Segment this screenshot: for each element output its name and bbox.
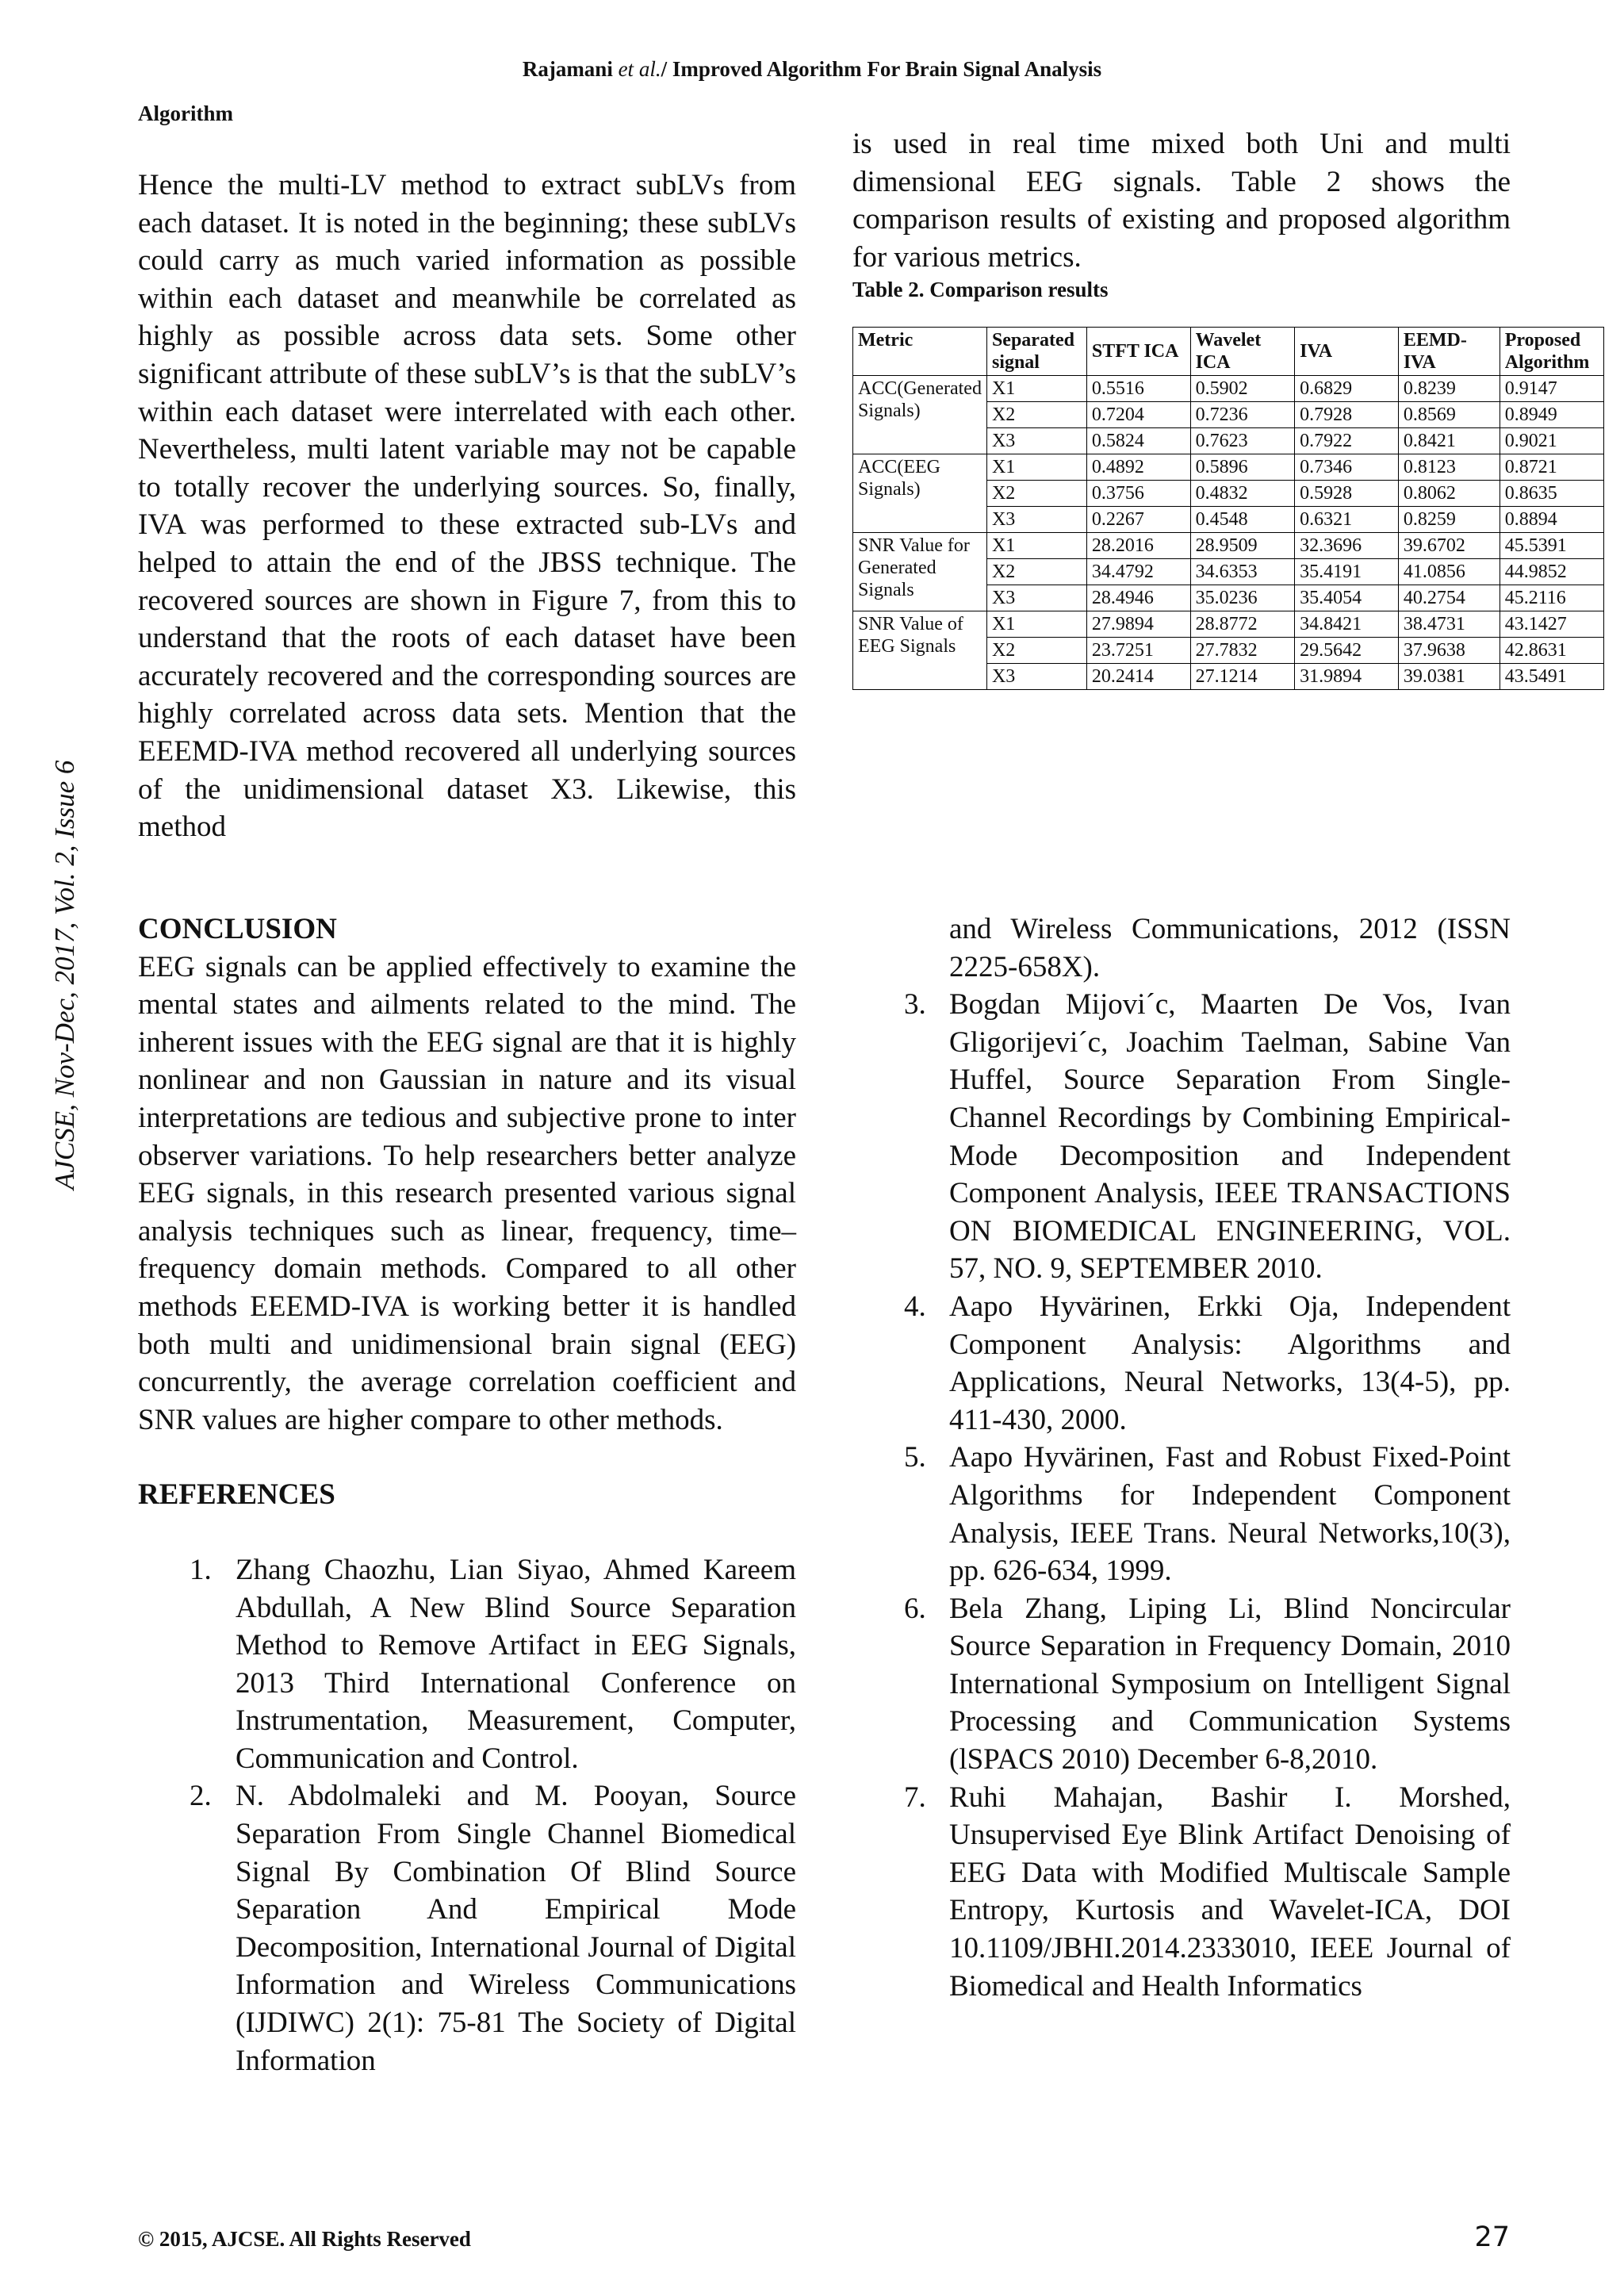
- value-cell: 35.0236: [1190, 585, 1295, 611]
- value-cell: 0.8239: [1398, 376, 1500, 402]
- signal-cell: X1: [986, 376, 1086, 402]
- left-column-top: [138, 167, 796, 846]
- value-cell: 38.4731: [1398, 611, 1500, 638]
- right-column-references: [852, 910, 1511, 2005]
- value-cell: 0.8894: [1500, 507, 1603, 533]
- value-cell: 0.8259: [1398, 507, 1500, 533]
- value-cell: 0.4892: [1086, 454, 1190, 481]
- value-cell: 0.6321: [1295, 507, 1399, 533]
- metric-cell: SNR Value for Generated Signals: [853, 533, 987, 611]
- value-cell: 41.0856: [1398, 559, 1500, 585]
- reference-item: 6. Bela Zhang, Liping Li, Blind Noncircular Source Separation in Frequency Domain, 2010 International Symposium on Intelligent Signal Processing and Communication Systems (lSPACS 2010) December 6-8,2010.: [904, 1592, 1511, 1777]
- value-cell: 0.8635: [1500, 481, 1603, 507]
- value-cell: 0.8721: [1500, 454, 1603, 481]
- value-cell: 0.7928: [1295, 402, 1399, 428]
- value-cell: 0.7922: [1295, 428, 1399, 454]
- table-header-row: [853, 328, 1604, 376]
- references-heading: REFERENCES: [138, 1478, 335, 1512]
- value-cell: 20.2414: [1086, 664, 1190, 690]
- value-cell: 0.7346: [1295, 454, 1399, 481]
- value-cell: 0.8949: [1500, 402, 1603, 428]
- page-number: 27: [1474, 2221, 1510, 2253]
- value-cell: 0.8569: [1398, 402, 1500, 428]
- value-cell: 43.5491: [1500, 664, 1603, 690]
- value-cell: 0.7623: [1190, 428, 1295, 454]
- table-header-cell: EEMD-IVA: [1398, 328, 1500, 376]
- value-cell: 0.9147: [1500, 376, 1603, 402]
- table-row: [853, 533, 1604, 559]
- value-cell: 39.0381: [1398, 664, 1500, 690]
- metric-cell: SNR Value of EEG Signals: [853, 611, 987, 690]
- signal-cell: X1: [986, 611, 1086, 638]
- value-cell: 32.3696: [1295, 533, 1399, 559]
- value-cell: 0.9021: [1500, 428, 1603, 454]
- table-header-cell: Proposed Algorithm: [1500, 328, 1603, 376]
- body-paragraph: Hence the multi-LV method to extract subLVs from each dataset. It is noted in the beginning; these subLVs could carry as much varied information as possible within each dataset and meanwhile be correlated as highly as possible across data sets. Some other significant attribute of these subLV’s is that the subLV’s within each dataset were interrelated with each other. Nevertheless, multi latent variable may not be capable to totally recover the underlying sources. So, finally, IVA was performed to these extracted sub-LVs and helped to attain the end of the JBSS technique. The recovered sources are shown in Figure 7, from this to understand that the roots of each dataset have been accurately recovered and the corresponding sources are highly correlated across data sets. Mention that the EEEMD-IVA method recovered all underlying sources of the unidimensional dataset X3. Likewise, this method: [138, 169, 796, 844]
- signal-cell: X3: [986, 507, 1086, 533]
- metric-cell: ACC(EEG Signals): [853, 454, 987, 533]
- reference-text: Bogdan Mijovi´c, Maarten De Vos, Ivan Gligorijevi´c, Joachim Taelman, Sabine Van Huffel, Source Separation From Single-Channel Recordings by Combining Empirical-Mode Decomposition and Independent Component Analysis, IEEE TRANSACTIONS ON BIOMEDICAL ENGINEERING, VOL. 57, NO. 9, SEPTEMBER 2010.: [949, 988, 1511, 1286]
- section-label: Algorithm: [138, 102, 233, 125]
- table-header-cell: STFT ICA: [1086, 328, 1190, 376]
- reference-item: 4. Aapo Hyvärinen, Erkki Oja, Independent Component Analysis: Algorithms and Applications, Neural Networks, 13(4-5), pp. 411-430, 2000.: [904, 1290, 1511, 1436]
- table-header-cell: Wavelet ICA: [1190, 328, 1295, 376]
- signal-cell: X2: [986, 402, 1086, 428]
- copyright-notice: © 2015, AJCSE. All Rights Reserved: [138, 2227, 471, 2251]
- table-header-cell: Separated signal: [986, 328, 1086, 376]
- reference-text: Aapo Hyvärinen, Erkki Oja, Independent Component Analysis: Algorithms and Applications, Neural Networks, 13(4-5), pp. 411-430, 2000.: [949, 1290, 1511, 1436]
- reference-item-continued: [852, 910, 1511, 986]
- header-authors: Rajamani: [522, 57, 613, 81]
- value-cell: 27.7832: [1190, 638, 1295, 664]
- signal-cell: X2: [986, 638, 1086, 664]
- reference-item: 3. Bogdan Mijovi´c, Maarten De Vos, Ivan Gligorijevi´c, Joachim Taelman, Sabine Van Huffel, Source Separation From Single-Channel Recordings by Combining Empirical-Mode Decomposition and Independent Component Analysis, IEEE TRANSACTIONS ON BIOMEDICAL ENGINEERING, VOL. 57, NO. 9, SEPTEMBER 2010.: [904, 988, 1511, 1286]
- reference-text: Ruhi Mahajan, Bashir I. Morshed, Unsupervised Eye Blink Artifact Denoising of EEG Data with Modified Multiscale Sample Entropy, Kurtosis and Wavelet-ICA, DOI 10.1109/JBHI.2014.2333010, IEEE Journal of Biomedical and Health Informatics: [949, 1780, 1511, 2003]
- header-title: / Improved Algorithm For Brain Signal Analysis: [661, 57, 1102, 81]
- conclusion-text: EEG signals can be applied effectively to examine the mental states and ailments related to the mind. The inherent issues with the EEG signal are that it is highly nonlinear and non Gaussian in nature and its visual interpretations are tedious and subjective prone to inter observer variations. To help researchers better analyze EEG signals, in this research presented various signal analysis techniques such as linear, frequency, time–frequency domain methods. Compared to all other methods EEEMD-IVA is working better it is handled both multi and unidimensional brain signal (EEG) concurrently, the average correlation coefficient and SNR values are higher compare to other methods.: [138, 950, 796, 1436]
- journal-sidebar-text: AJCSE, Nov-Dec, 2017, Vol. 2, Issue 6: [49, 760, 80, 1190]
- signal-cell: X3: [986, 664, 1086, 690]
- value-cell: 0.4832: [1190, 481, 1295, 507]
- value-cell: 34.4792: [1086, 559, 1190, 585]
- value-cell: 27.1214: [1190, 664, 1295, 690]
- comparison-table: [852, 327, 1604, 690]
- value-cell: 0.3756: [1086, 481, 1190, 507]
- value-cell: 0.8123: [1398, 454, 1500, 481]
- right-column-top: [852, 125, 1511, 276]
- value-cell: 0.5516: [1086, 376, 1190, 402]
- signal-cell: X2: [986, 481, 1086, 507]
- value-cell: 0.7204: [1086, 402, 1190, 428]
- value-cell: 0.2267: [1086, 507, 1190, 533]
- value-cell: 28.4946: [1086, 585, 1190, 611]
- reference-text: Zhang Chaozhu, Lian Siyao, Ahmed Kareem Abdullah, A New Blind Source Separation Method to Remove Artifact in EEG Signals, 2013 Third International Conference on Instrumentation, Measurement, Computer, Communication and Control.: [236, 1553, 796, 1775]
- value-cell: 35.4054: [1295, 585, 1399, 611]
- value-cell: 23.7251: [1086, 638, 1190, 664]
- value-cell: 0.8421: [1398, 428, 1500, 454]
- table-caption: Table 2. Comparison results: [852, 278, 1109, 301]
- table-body: [853, 376, 1604, 690]
- value-cell: 0.4548: [1190, 507, 1295, 533]
- reference-text: and Wireless Communications, 2012 (ISSN 2225-658X).: [949, 913, 1511, 983]
- value-cell: 45.2116: [1500, 585, 1603, 611]
- header-etal: et al.: [618, 57, 661, 81]
- journal-sidebar: [49, 760, 81, 1221]
- value-cell: 40.2754: [1398, 585, 1500, 611]
- value-cell: 0.5928: [1295, 481, 1399, 507]
- value-cell: 28.2016: [1086, 533, 1190, 559]
- metric-cell: ACC(Generated Signals): [853, 376, 987, 454]
- body-paragraph-continued: is used in real time mixed both Uni and multi dimensional EEG signals. Table 2 shows the comparison results of existing and proposed algorithm for various metrics.: [852, 128, 1511, 274]
- value-cell: 42.8631: [1500, 638, 1603, 664]
- reference-item: 1. Zhang Chaozhu, Lian Siyao, Ahmed Kareem Abdullah, A New Blind Source Separation Method to Remove Artifact in EEG Signals, 2013 Third International Conference on Instrumentation, Measurement, Computer, Communication and Control.: [190, 1553, 796, 1775]
- reference-item: 2. N. Abdolmaleki and M. Pooyan, Source Separation From Single Channel Biomedical Signal By Combination Of Blind Source Separation And Empirical Mode Decomposition, International Journal of Digital Information and Wireless Communications (IJDIWC) 2(1): 75-81 The Society of Digital Information: [190, 1780, 796, 2077]
- running-header: [0, 57, 1624, 82]
- value-cell: 44.9852: [1500, 559, 1603, 585]
- conclusion-heading: CONCLUSION: [138, 913, 337, 945]
- value-cell: 39.6702: [1398, 533, 1500, 559]
- table-row: [853, 454, 1604, 481]
- value-cell: 34.6353: [1190, 559, 1295, 585]
- value-cell: 29.5642: [1295, 638, 1399, 664]
- value-cell: 45.5391: [1500, 533, 1603, 559]
- signal-cell: X1: [986, 454, 1086, 481]
- value-cell: 0.5902: [1190, 376, 1295, 402]
- value-cell: 0.8062: [1398, 481, 1500, 507]
- table-row: [853, 611, 1604, 638]
- reference-text: Aapo Hyvärinen, Fast and Robust Fixed-Point Algorithms for Independent Component Analysis, IEEE Trans. Neural Networks,10(3), pp. 626-634, 1999.: [949, 1441, 1511, 1588]
- reference-item: 7. Ruhi Mahajan, Bashir I. Morshed, Unsupervised Eye Blink Artifact Denoising of EEG Data with Modified Multiscale Sample Entropy, Kurtosis and Wavelet-ICA, DOI 10.1109/JBHI.2014.2333010, IEEE Journal of Biomedical and Health Informatics: [904, 1780, 1511, 2003]
- signal-cell: X3: [986, 585, 1086, 611]
- value-cell: 0.5896: [1190, 454, 1295, 481]
- signal-cell: X2: [986, 559, 1086, 585]
- table-row: [853, 376, 1604, 402]
- value-cell: 28.9509: [1190, 533, 1295, 559]
- reference-list-continued: [852, 910, 1511, 2005]
- table-header-cell: IVA: [1295, 328, 1399, 376]
- value-cell: 35.4191: [1295, 559, 1399, 585]
- value-cell: 31.9894: [1295, 664, 1399, 690]
- reference-text: N. Abdolmaleki and M. Pooyan, Source Separation From Single Channel Biomedical Signal By Combination Of Blind Source Separation And Empirical Mode Decomposition, International Journal of Digital Information and Wireless Communications (IJDIWC) 2(1): 75-81 The Society of Digital Information: [236, 1780, 796, 2077]
- reference-list: [138, 1551, 796, 2079]
- value-cell: 37.9638: [1398, 638, 1500, 664]
- reference-item: 5. Aapo Hyvärinen, Fast and Robust Fixed-Point Algorithms for Independent Component Analysis, IEEE Trans. Neural Networks,10(3), pp. 626-634, 1999.: [904, 1441, 1511, 1588]
- value-cell: 27.9894: [1086, 611, 1190, 638]
- value-cell: 0.6829: [1295, 376, 1399, 402]
- value-cell: 43.1427: [1500, 611, 1603, 638]
- value-cell: 28.8772: [1190, 611, 1295, 638]
- table-header-cell: Metric: [853, 328, 987, 376]
- left-column-bottom: [138, 910, 796, 2079]
- signal-cell: X3: [986, 428, 1086, 454]
- value-cell: 34.8421: [1295, 611, 1399, 638]
- value-cell: 0.5824: [1086, 428, 1190, 454]
- reference-text: Bela Zhang, Liping Li, Blind Noncircular Source Separation in Frequency Domain, 2010 International Symposium on Intelligent Signal Processing and Communication Systems (lSPACS 2010) December 6-8,2010.: [949, 1592, 1511, 1777]
- signal-cell: X1: [986, 533, 1086, 559]
- value-cell: 0.7236: [1190, 402, 1295, 428]
